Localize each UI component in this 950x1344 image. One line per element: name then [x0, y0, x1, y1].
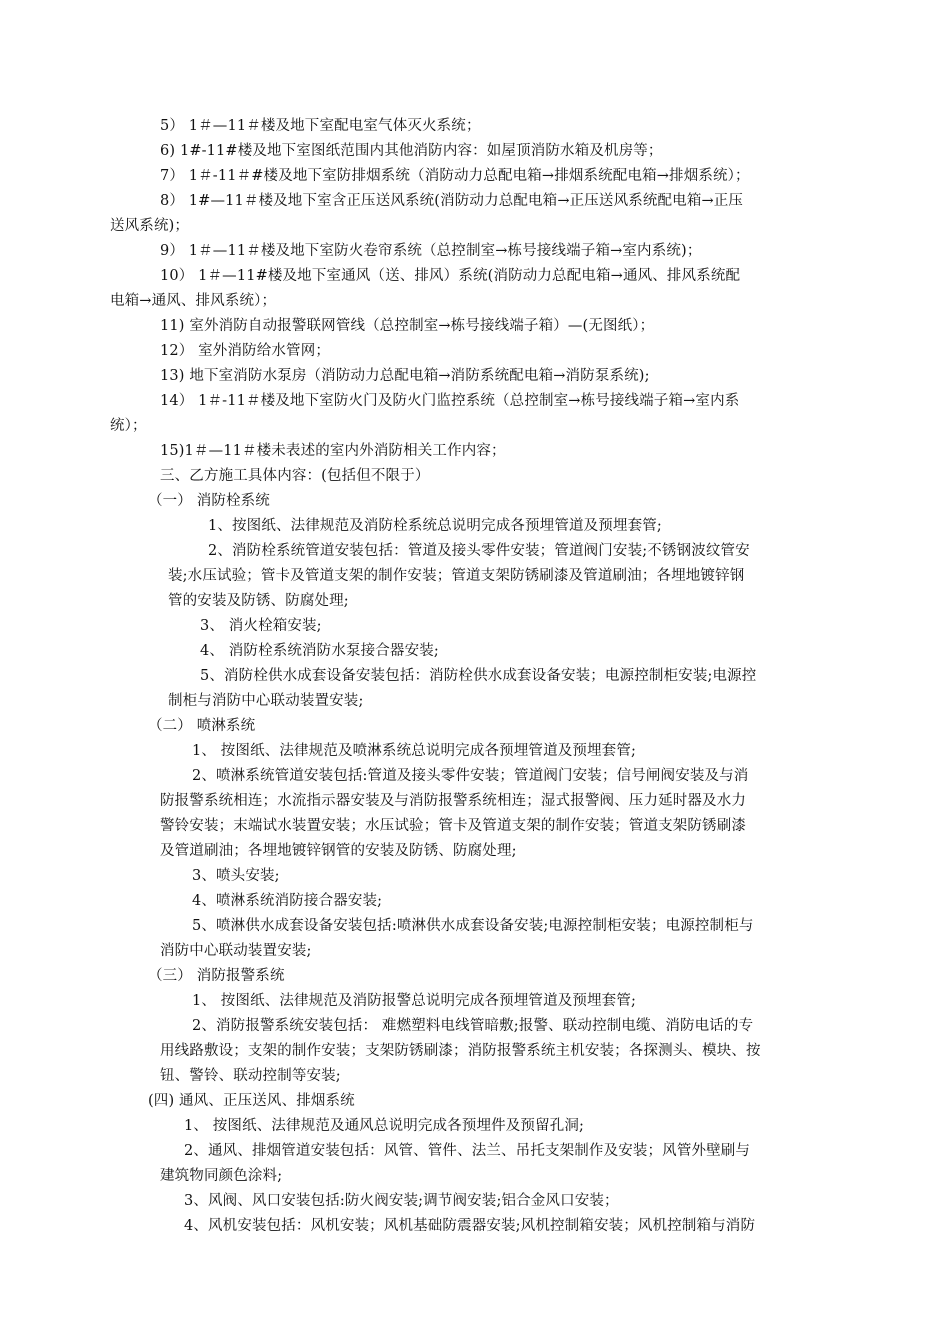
line-33: 5、喷淋供水成套设备安装包括:喷淋供水成套设备安装;电源控制柜安装；电源控制柜与: [192, 918, 754, 934]
line-8: 电箱→通风、排风系统）；: [110, 293, 277, 309]
line-4: 8） 1#—11＃楼及地下室含正压送风系统(消防动力总配电箱→正压送风系统配电箱→正压: [160, 193, 744, 209]
line-37: 2、消防报警系统安装包括： 难燃塑料电线管暗敷;报警、联动控制电缆、消防电话的专: [192, 1018, 754, 1034]
line-24: 制柜与消防中心联动装置安装;: [168, 693, 364, 709]
line-42: 2、通风、排烟管道安装包括：风管、管件、法兰、吊托支架制作及安装；风管外壁刷与: [184, 1143, 751, 1159]
line-38: 用线路敷设；支架的制作安装；支架防锈刷漆；消防报警系统主机安装；各探测头、模块、按: [160, 1043, 761, 1059]
line-34: 消防中心联动装置安装;: [160, 943, 312, 959]
line-13: 统）；: [110, 418, 147, 434]
section-heading: 三、乙方施工具体内容：(包括但不限于）: [160, 468, 430, 484]
line-3: 7） 1＃-11＃#楼及地下室防排烟系统（消防动力总配电箱→排烟系统配电箱→排烟系统）；: [160, 168, 750, 184]
line-22: 4、 消防栓系统消防水泵接合器安装;: [200, 643, 439, 659]
line-26: 1、 按图纸、法律规范及喷淋系统总说明完成各预埋管道及预埋套管;: [192, 743, 637, 759]
line-21: 3、 消火栓箱安装;: [200, 618, 322, 634]
line-7: 10） 1＃—11#楼及地下室通风（送、排风）系统(消防动力总配电箱→通风、排风系统配: [160, 268, 741, 284]
line-1: 5） 1＃—11＃楼及地下室配电室气体灭火系统；: [160, 118, 481, 134]
line-29: 警铃安装；末端试水装置安装；水压试验；管卡及管道支架的制作安装；管道支架防锈刷漆: [160, 818, 746, 834]
line-18: 2、消防栓系统管道安装包括：管道及接头零件安装；管道阀门安装;不锈钢波纹管安: [208, 543, 750, 559]
line-39: 钮、警铃、联动控制等安装;: [160, 1068, 341, 1084]
line-9: 11) 室外消防自动报警联网管线（总控制室→栋号接线端子箱）—(无图纸）；: [160, 318, 655, 334]
line-27: 2、喷淋系统管道安装包括:管道及接头零件安装；管道阀门安装；信号闸阀安装及与消: [192, 768, 749, 784]
line-11: 13) 地下室消防水泵房（消防动力总配电箱→消防系统配电箱→消防泵系统);: [160, 368, 650, 384]
line-19: 装;水压试验；管卡及管道支架的制作安装；管道支架防锈刷漆及管道刷油；各埋地镀锌钢: [168, 568, 745, 584]
line-12: 14） 1＃-11＃楼及地下室防火门及防火门监控系统（总控制室→栋号接线端子箱→室内系: [160, 393, 740, 409]
line-23: 5、消防栓供水成套设备安装包括：消防栓供水成套设备安装；电源控制柜安装;电源控: [200, 668, 757, 684]
line-6: 9） 1＃—11＃楼及地下室防火卷帘系统（总控制室→栋号接线端子箱→室内系统)；: [160, 243, 702, 259]
line-36: 1、 按图纸、法律规范及消防报警总说明完成各预埋管道及预埋套管;: [192, 993, 637, 1009]
line-45: 4、风机安装包括：风机安装；风机基础防震器安装;风机控制箱安装；风机控制箱与消防: [184, 1218, 756, 1234]
line-43: 建筑物同颜色涂料;: [160, 1168, 283, 1184]
line-10: 12） 室外消防给水管网；: [160, 343, 331, 359]
line-32: 4、喷淋系统消防接合器安装;: [192, 893, 383, 909]
line-41: 1、 按图纸、法律规范及通风总说明完成各预埋件及预留孔洞;: [184, 1118, 585, 1134]
line-14: 15)1＃—11＃楼未表述的室内外消防相关工作内容；: [160, 443, 506, 459]
line-2: 6) 1#-11#楼及地下室图纸范围内其他消防内容：如屋顶消防水箱及机房等；: [160, 143, 663, 159]
subsection-4-heading: (四) 通风、正压送风、排烟系统: [148, 1093, 355, 1109]
line-30: 及管道刷油；各埋地镀锌钢管的安装及防锈、防腐处理;: [160, 843, 517, 859]
line-20: 管的安装及防锈、防腐处理;: [168, 593, 349, 609]
line-17: 1、按图纸、法律规范及消防栓系统总说明完成各预埋管道及预埋套管;: [208, 518, 662, 534]
subsection-2-heading: （二） 喷淋系统: [148, 718, 256, 734]
line-5: 送风系统)；: [110, 218, 190, 234]
subsection-1-heading: （一） 消防栓系统: [148, 493, 270, 509]
line-31: 3、喷头安装;: [192, 868, 280, 884]
line-44: 3、风阀、风口安装包括:防火阀安装;调节阀安装;铝合金风口安装；: [184, 1193, 619, 1209]
line-28: 防报警系统相连；水流指示器安装及与消防报警系统相连；湿式报警阀、压力延时器及水力: [160, 793, 746, 809]
subsection-3-heading: （三） 消防报警系统: [148, 968, 285, 984]
